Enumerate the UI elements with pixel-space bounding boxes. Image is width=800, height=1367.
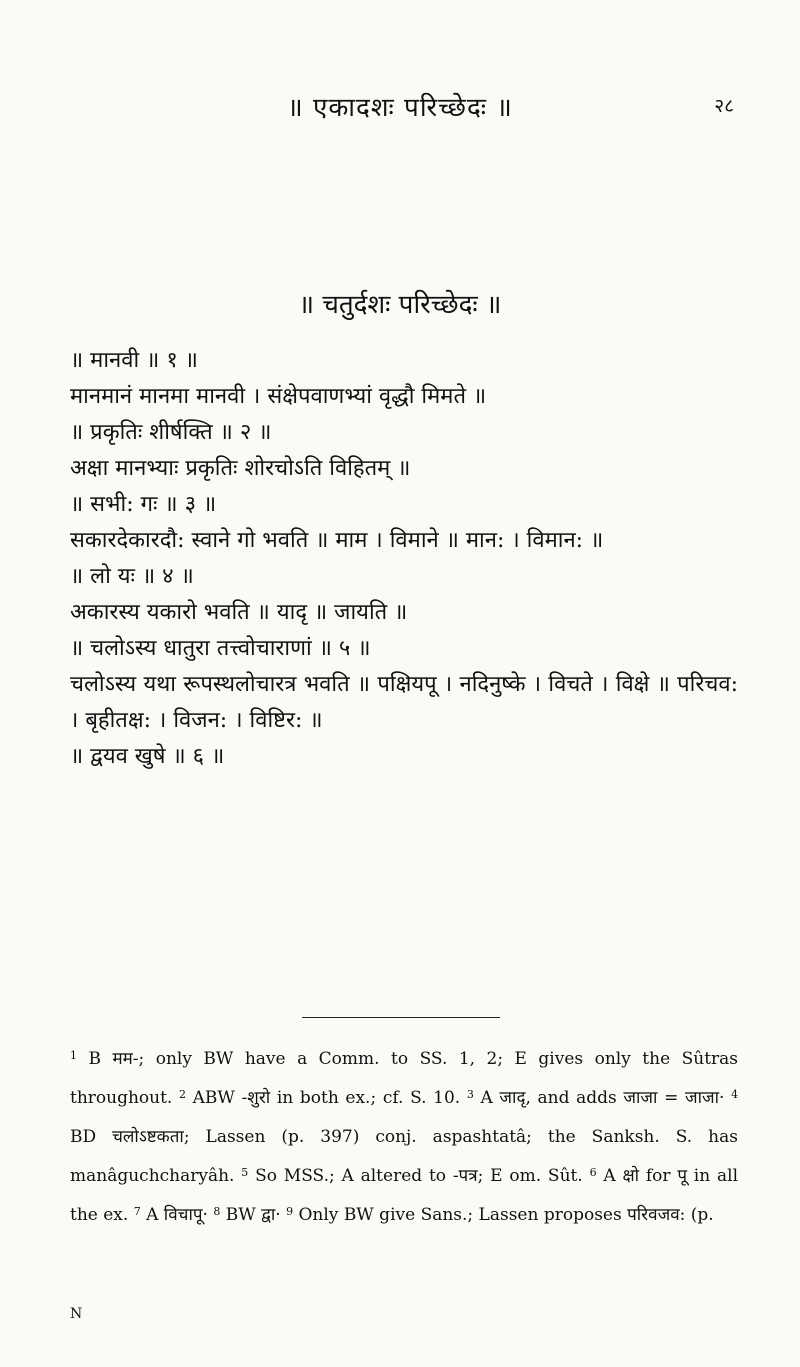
sutra-heading-5: ॥ चलोऽस्य धातुरा तत्त्वोचाराणां ॥ ५ ॥ — [70, 636, 371, 661]
footnote-3: $^3$ A जादृ, and adds जाजा = जाजा· — [466, 1088, 725, 1108]
footnote-4: $^4$ BD चलोऽष्टकता; Lassen (p. 397) conj. aspashtatâ; the Sanksh. S. has manâguchcharyâh. — [70, 1088, 739, 1186]
page-number: २८ — [714, 95, 734, 117]
sutra-commentary-3: सकारदेकारदौ: स्वाने गो भवति ॥ माम । विमाने ॥ मान: । विमान: ॥ — [70, 528, 604, 553]
sutra-commentary-5: चलोऽस्य यथा रूपस्थलोचारत्र भवति ॥ पक्षियपू । नदिनुष्के । विचते । विक्षे ॥ परिचव: । बृहीतक्ष: । विजन: । विष्टिर: ॥ — [70, 672, 738, 733]
signature-mark: N — [70, 1306, 83, 1322]
sutra-commentary-1: मानमानं मानमा मानवी । संक्षेपवाणभ्यां वृद्धौ मिमते ॥ — [70, 384, 487, 409]
footnotes — [70, 1040, 738, 1235]
chapter-title: ॥ चतुर्दशः परिच्छेदः ॥ — [298, 290, 502, 320]
sutra-heading-6: ॥ द्वयव खुषे ॥ ६ ॥ — [70, 744, 225, 769]
running-title: ॥ एकादशः परिच्छेदः ॥ — [287, 93, 513, 123]
sutra-heading-1: ॥ मानवी ॥ १ ॥ — [70, 348, 198, 373]
footnote-5: $^5$ So MSS.; A altered to -पत्र; E om. Sût. — [241, 1166, 583, 1186]
sutra-text-block — [70, 343, 738, 775]
footnote-1: $^1$ B मम-; only BW have a Comm. to SS. 1, 2; E gives only the Sûtras throughout. — [70, 1049, 739, 1108]
footnote-2: $^2$ ABW -शुरो in both ex.; cf. S. 10. — [179, 1088, 461, 1108]
sutra-commentary-4: अकारस्य यकारो भवति ॥ यादृ ॥ जायति ॥ — [70, 600, 408, 625]
sutra-commentary-2: अक्षा मानभ्याः प्रकृतिः शोरचोऽति विहितम् ॥ — [70, 456, 411, 481]
footnote-8: $^8$ BW द्वा· — [213, 1205, 281, 1225]
footnote-divider — [302, 1017, 500, 1018]
footnote-9: $^9$ Only BW give Sans.; Lassen proposes परिवजव: (p. — [286, 1205, 714, 1225]
sutra-heading-3: ॥ सभी: गः ॥ ३ ॥ — [70, 492, 217, 517]
footnote-7: $^7$ A विचापू· — [133, 1205, 208, 1225]
sutra-heading-2: ॥ प्रकृतिः शीर्षक्ति ॥ २ ॥ — [70, 420, 272, 445]
footnote-6: $^6$ A क्षो for पू in all the ex. — [70, 1166, 739, 1225]
sutra-heading-4: ॥ लो यः ॥ ४ ॥ — [70, 564, 194, 589]
